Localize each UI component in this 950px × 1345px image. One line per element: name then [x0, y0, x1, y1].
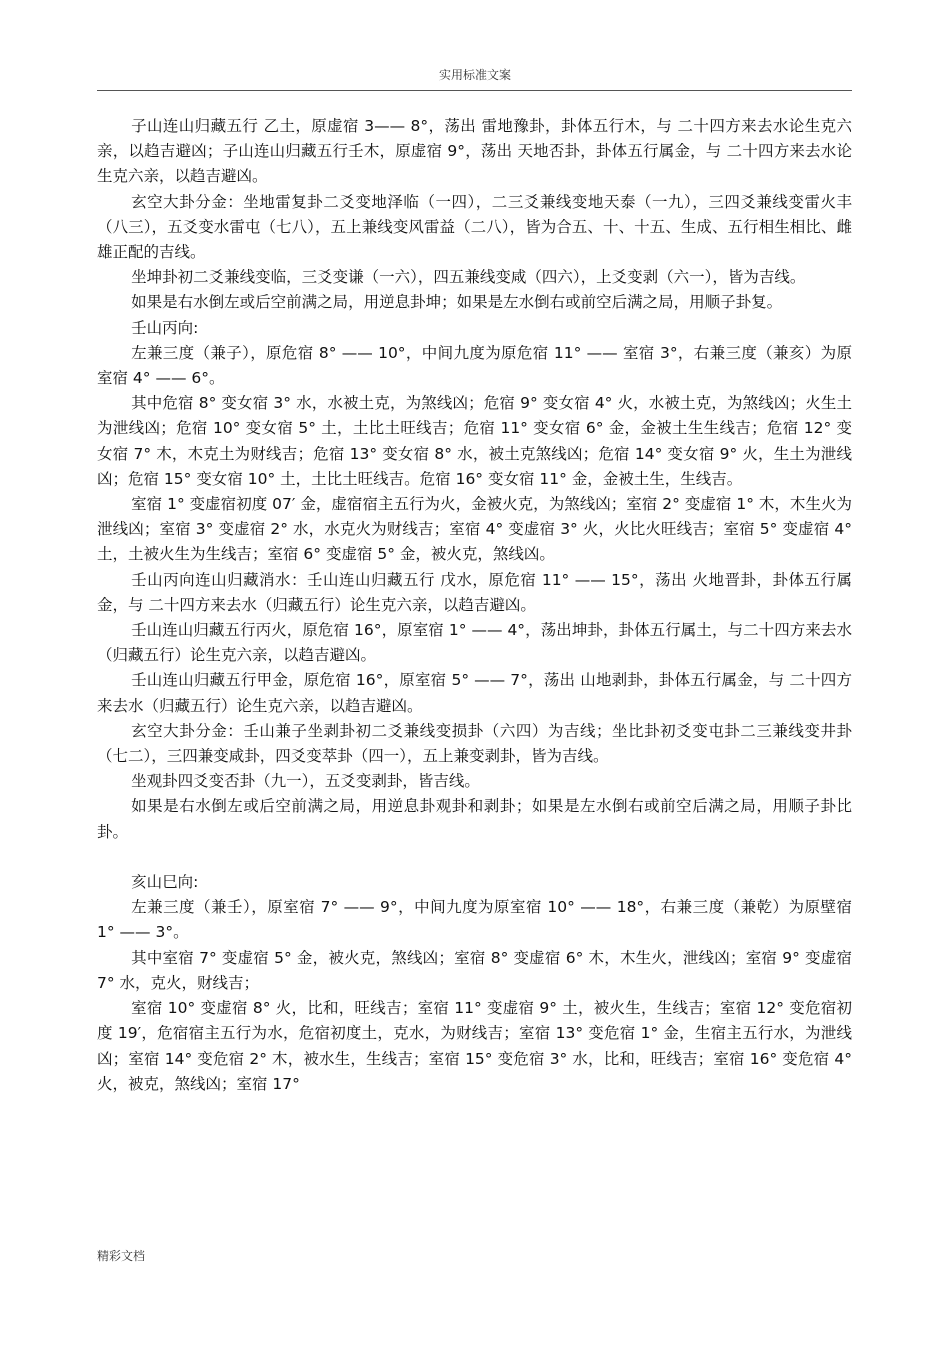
- section-heading: 壬山丙向:: [131, 318, 199, 337]
- paragraph: 室宿 1° 变虚宿初度 07′ 金，虚宿宿主五行为火，金被火克，为煞线凶；室宿 2° 变虚宿 1° 木，木生火为泄线凶；室宿 3° 变虚宿 2° 水，水克火为财线吉；室宿 4° 变虚宿 3° 火，火比火旺线吉；室宿 5° 变虚宿 4° 土，土被火生为生线吉；室宿 6° 变虚宿 5° 金，被火克，煞线凶。: [97, 495, 852, 564]
- paragraph: 室宿 10° 变虚宿 8° 火，比和，旺线吉；室宿 11° 变虚宿 9° 土，被火生，生线吉；室宿 12° 变危宿初度 19′，危宿宿主五行为水，危宿初度土，克水，为财线吉；室宿 13° 变危宿 1° 金，生宿主五行水，为泄线凶；室宿 14° 变危宿 2° 木，被水生，生线吉；室宿 15° 变危宿 3° 水，比和，旺线吉；室宿 16° 变危宿 4° 火，被克，煞线凶；室宿 17°: [97, 999, 852, 1093]
- paragraph: 坐坤卦初二爻兼线变临，三爻变谦（一六），四五兼线变咸（四六），上爻变剥（六一），皆为吉线。: [131, 268, 806, 287]
- paragraph: 如果是右水倒左或后空前满之局，用逆息卦坤；如果是左水倒右或前空后满之局，用顺子卦复。: [131, 293, 783, 312]
- paragraph: 左兼三度（兼壬），原室宿 7° —— 9°，中间九度为原室宿 10° —— 18°，右兼三度（兼乾）为原壁宿 1° —— 3°。: [97, 898, 852, 942]
- paragraph: 其中室宿 7° 变虚宿 5° 金，被火克，煞线凶；室宿 8° 变虚宿 6° 木，木生火，泄线凶；室宿 9° 变虚宿 7° 水，克火，财线吉；: [97, 948, 852, 992]
- paragraph: 坐观卦四爻变否卦（九一），五爻变剥卦，皆吉线。: [131, 772, 480, 791]
- header-divider: [97, 90, 852, 91]
- paragraph: 子山连山归藏五行 乙土，原虚宿 3—— 8°，荡出 雷地豫卦，卦体五行木，与 二十四方来去水论生克六亲，以趋吉避凶；子山连山归藏五行壬木，原虚宿 9°，荡出 天地否卦，卦体五行属金，与 二十四方来去水论生克六亲，以趋吉避凶。: [97, 117, 852, 186]
- paragraph: 玄空大卦分金：壬山兼子坐剥卦初二爻兼线变损卦（六四）为吉线；坐比卦初爻变屯卦二三兼线变井卦（七二），三四兼变咸卦，四爻变萃卦（四一），五上兼变剥卦，皆为吉线。: [97, 721, 852, 766]
- paragraph: 其中危宿 8° 变女宿 3° 水，水被土克，为煞线凶；危宿 9° 变女宿 4° 火，水被土克，为煞线凶；火生土为泄线凶；危宿 10° 变女宿 5° 土，土比土旺线吉；危宿 11° 变女宿 6° 金，金被土生生线吉；危宿 12° 变女宿 7° 木，木克土为财线吉；危宿 13° 变女宿 8° 水，被土克煞线凶；危宿 14° 变女宿 9° 火，生土为泄线凶；危宿 15° 变女宿 10° 土，土比土旺线吉。危宿 16° 变女宿 11° 金，金被土生，生线吉。: [97, 394, 852, 488]
- document-body: [97, 114, 852, 1097]
- blank-line: [97, 845, 852, 870]
- section-heading: 亥山巳向:: [131, 873, 199, 892]
- paragraph: 左兼三度（兼子），原危宿 8° —— 10°，中间九度为原危宿 11° —— 室宿 3°，右兼三度（兼亥）为原室宿 4° —— 6°。: [97, 343, 852, 388]
- page-footer: 精彩文档: [97, 1249, 146, 1263]
- paragraph: 如果是右水倒左或后空前满之局，用逆息卦观卦和剥卦；如果是左水倒右或前空后满之局，用顺子卦比卦。: [97, 797, 852, 841]
- page-header: 实用标准文案: [438, 68, 511, 82]
- paragraph: 壬山连山归藏五行甲金，原危宿 16°，原室宿 5° —— 7°，荡出 山地剥卦，卦体五行属金，与 二十四方来去水（归藏五行）论生克六亲，以趋吉避凶。: [97, 671, 852, 715]
- paragraph: 壬山丙向连山归藏消水：壬山连山归藏五行 戊水，原危宿 11° —— 15°，荡出 火地晋卦，卦体五行属金，与 二十四方来去水（归藏五行）论生克六亲，以趋吉避凶。: [97, 570, 852, 614]
- paragraph: 壬山连山归藏五行丙火，原危宿 16°，原室宿 1° —— 4°，荡出坤卦，卦体五行属土，与二十四方来去水（归藏五行）论生克六亲，以趋吉避凶。: [97, 621, 852, 665]
- paragraph: 玄空大卦分金：坐地雷复卦二爻变地泽临（一四），二三爻兼线变地天泰（一九），三四爻兼线变雷火丰（八三），五爻变水雷屯（七八），五上兼线变风雷益（二八），皆为合五、十、十五、生成、五行相生相比、雌雄正配的吉线。: [97, 192, 852, 262]
